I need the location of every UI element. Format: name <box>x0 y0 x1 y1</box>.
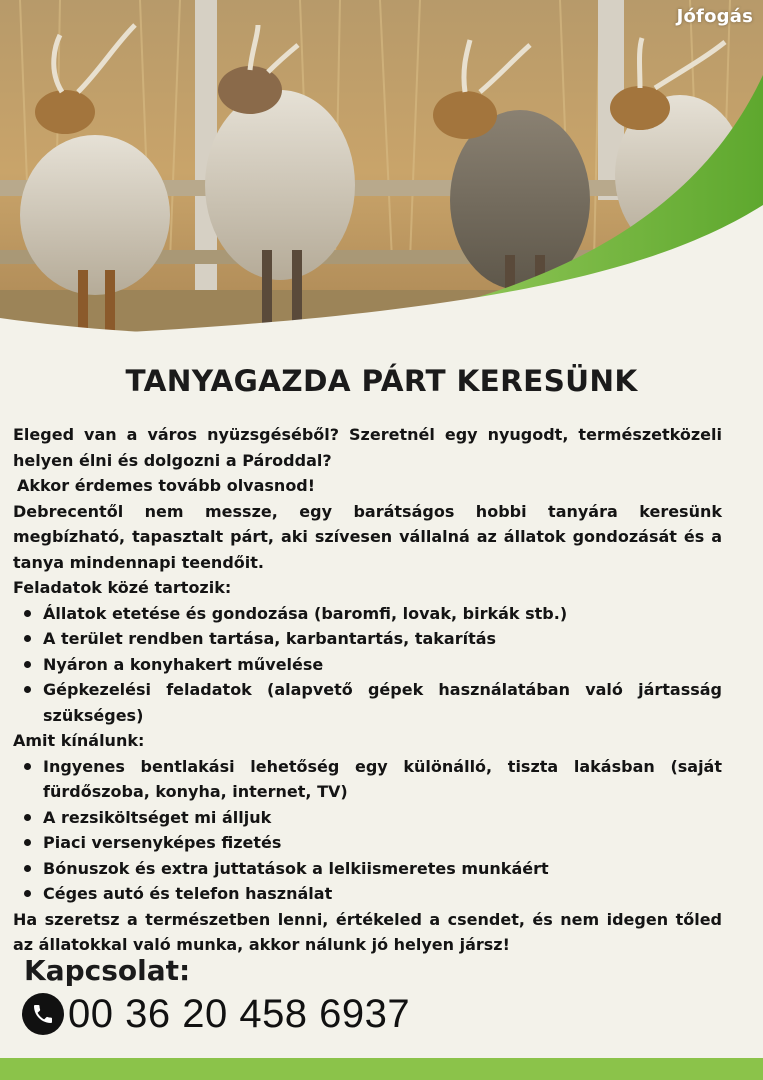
list-item: Piaci versenyképes fizetés <box>43 830 722 856</box>
closing-paragraph: Ha szeretsz a természetben lenni, értékeled a csendet, és nem idegen tőled az állatokkal való munka, akkor nálunk jó helyen jársz! <box>13 909 722 954</box>
list-item: Bónuszok és extra juttatások a lelkiismeretes munkáért <box>43 856 722 882</box>
list-item: Céges autó és telefon használat <box>43 881 722 907</box>
hero-image <box>0 0 763 345</box>
list-item: A terület rendben tartása, karbantartás, takarítás <box>43 626 722 652</box>
intro-paragraph: Eleged van a város nyüzsgéséből? Szeretnél egy nyugodt, természetközeli helyen élni és dolgozni a Pároddal? <box>13 425 722 470</box>
intro-lead: Akkor érdemes tovább olvasnod! <box>17 476 316 495</box>
tasks-heading: Feladatok közé tartozik: <box>13 578 232 597</box>
list-item: Nyáron a konyhakert művelése <box>43 652 722 678</box>
list-item: Állatok etetése és gondozása (baromfi, lovak, birkák stb.) <box>43 601 722 627</box>
list-item: A rezsiköltséget mi álljuk <box>43 805 722 831</box>
phone-number[interactable]: 00 36 20 458 6937 <box>68 991 411 1036</box>
brand-watermark: Jófogás <box>676 6 753 27</box>
job-description <box>13 422 722 958</box>
list-item: Ingyenes bentlakási lehetőség egy különálló, tiszta lakásban (saját fürdőszoba, konyha, internet, TV) <box>43 754 722 805</box>
offers-heading: Amit kínálunk: <box>13 731 145 750</box>
intro-details: Debrecentől nem messze, egy barátságos hobbi tanyára keresünk megbízható, tapasztalt párt, aki szívesen vállalná az állatok gondozását és a tanya mindennapi teendőit. <box>13 501 722 572</box>
phone-icon <box>22 993 64 1035</box>
contact-heading: Kapcsolat: <box>24 954 191 987</box>
page-title: TANYAGAZDA PÁRT KERESÜNK <box>125 364 638 398</box>
footer-accent-bar <box>0 1058 763 1080</box>
phone-contact[interactable] <box>22 990 410 1038</box>
tasks-list <box>13 601 722 729</box>
offers-list <box>13 754 722 907</box>
list-item: Gépkezelési feladatok (alapvető gépek használatában való jártasság szükséges) <box>43 677 722 728</box>
